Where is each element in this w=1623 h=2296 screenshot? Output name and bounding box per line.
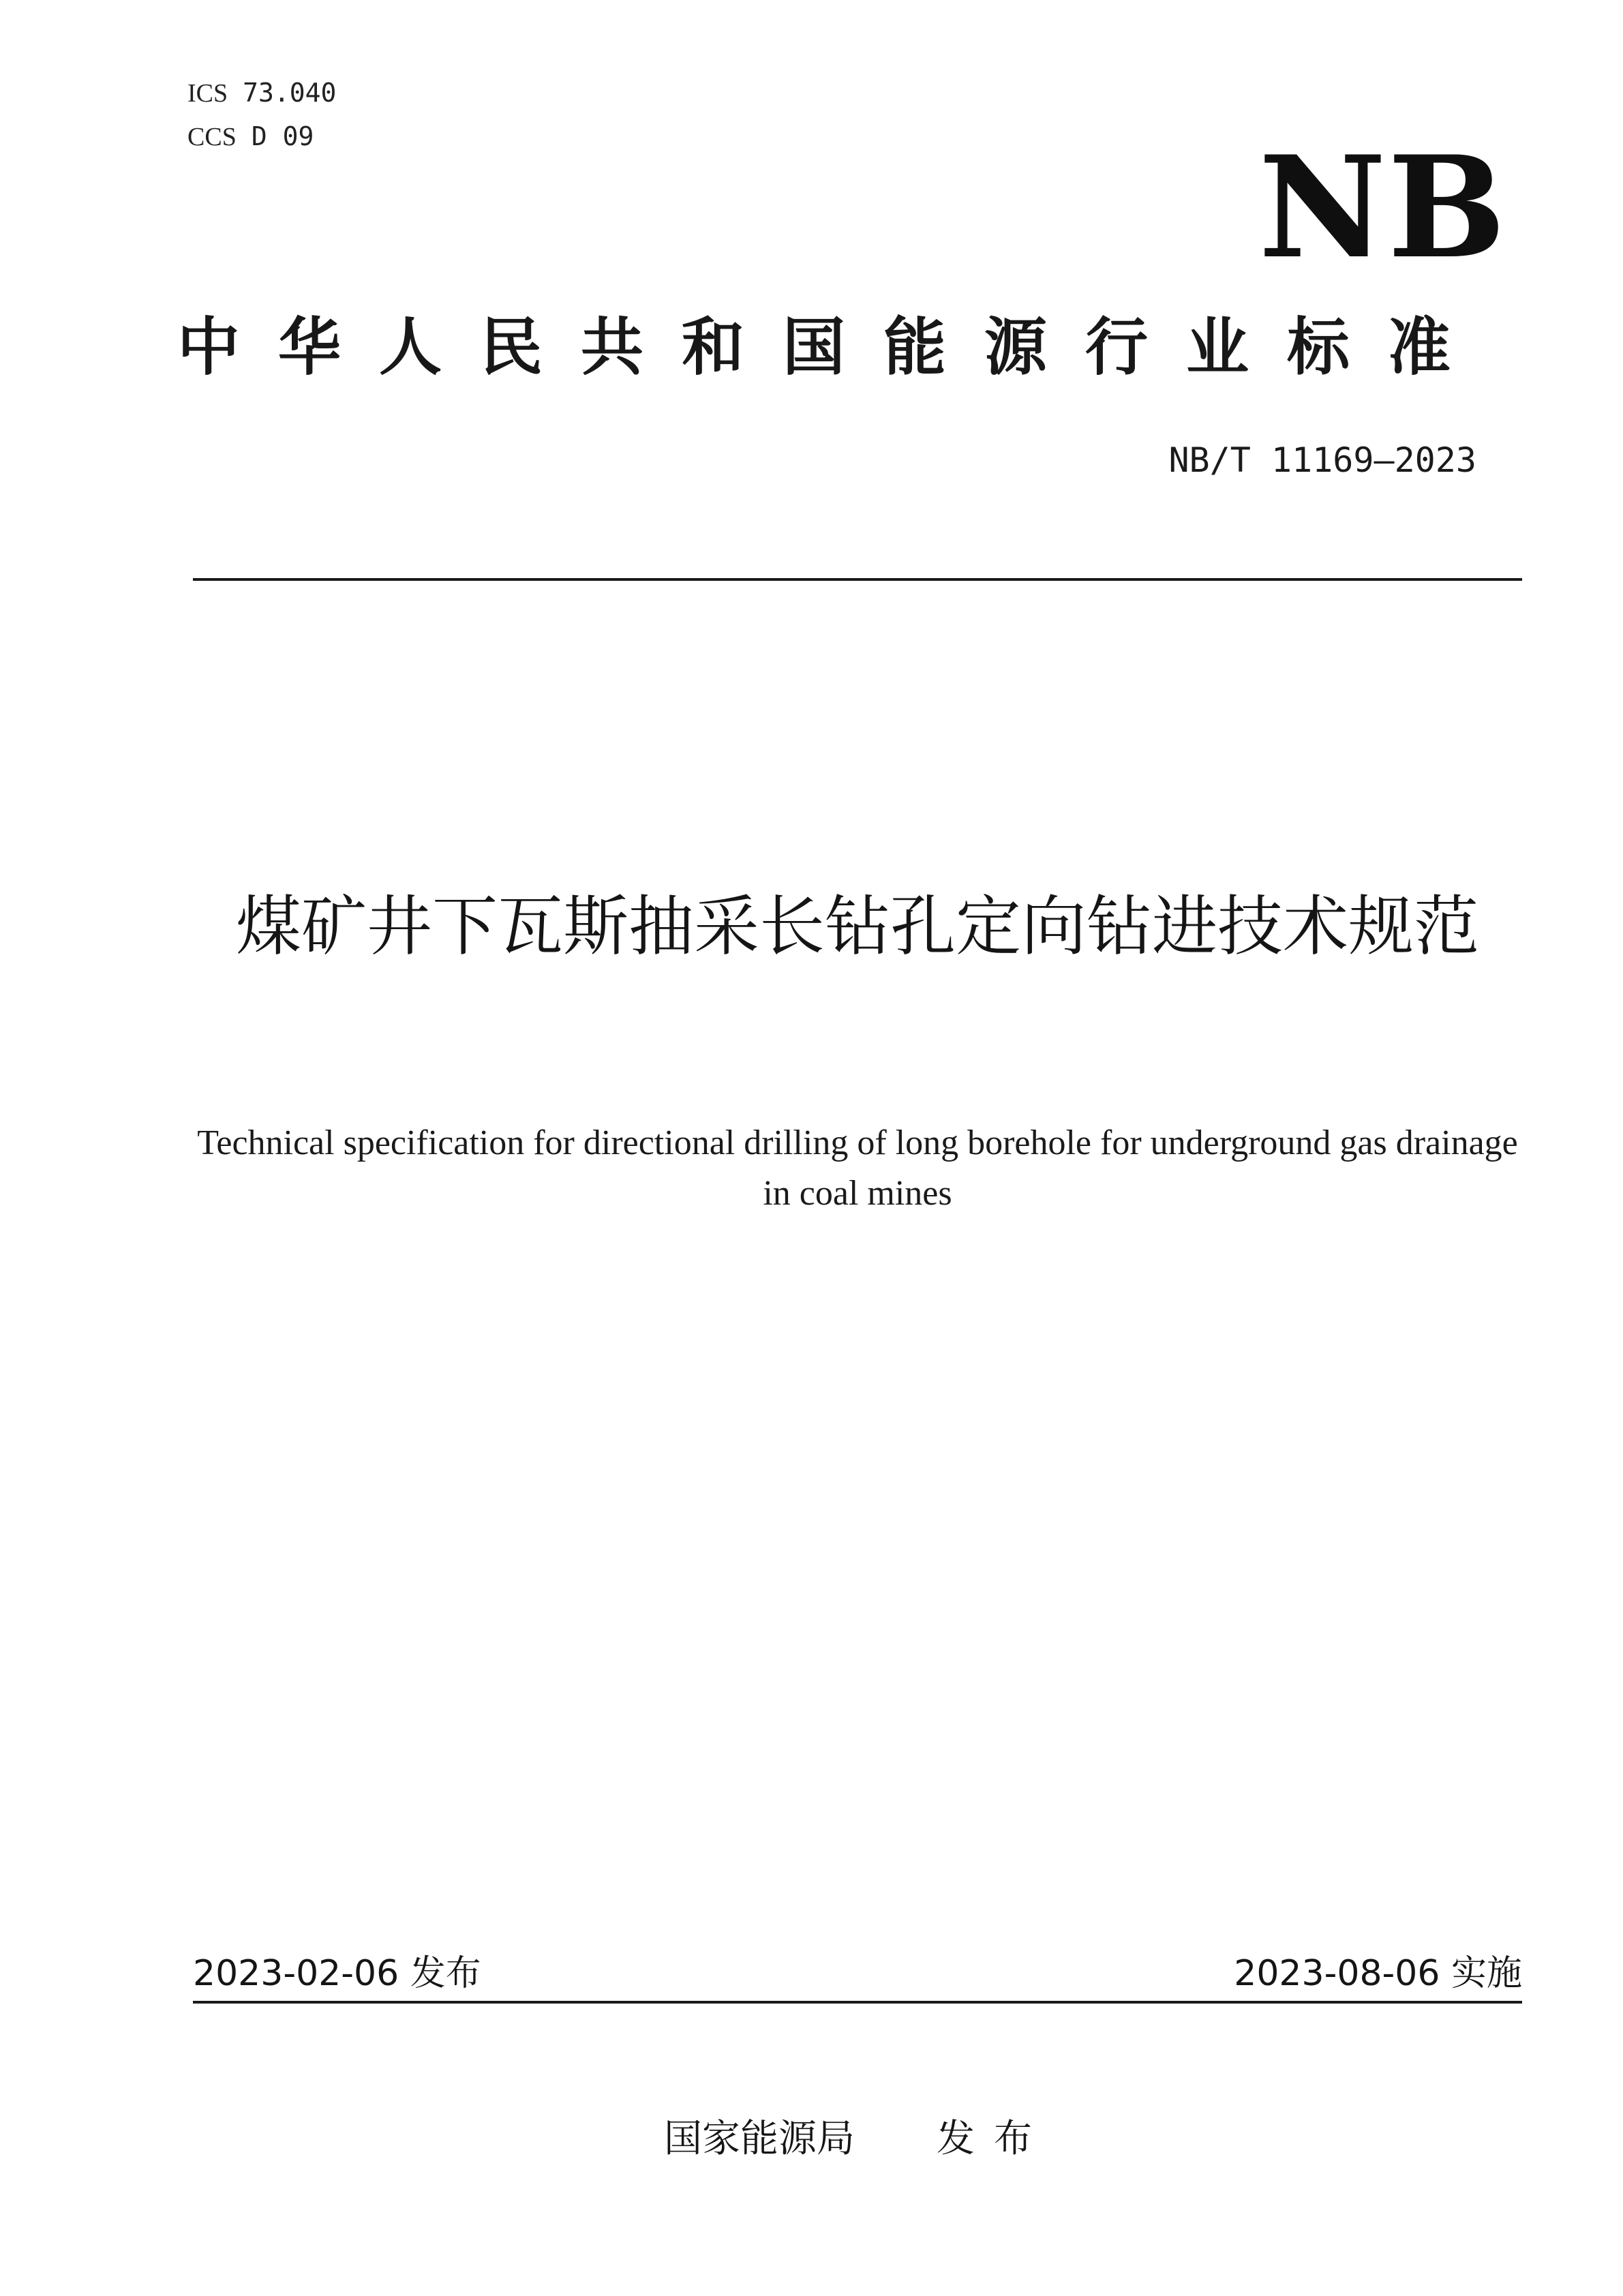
publisher-name: 国家能源局 — [664, 2117, 855, 2161]
ics-code: 73.040 — [243, 78, 337, 108]
publisher-line — [193, 2113, 1522, 2165]
nb-logo: NB — [1258, 126, 1507, 290]
ccs-line — [187, 120, 314, 153]
ccs-code: D 09 — [251, 121, 314, 151]
implementation-date: 2023-08-06 实施 — [1234, 1953, 1522, 1994]
publish-action: 发布 — [937, 2117, 1051, 2161]
standard-number: NB/T 11169—2023 — [1168, 440, 1476, 480]
footer-divider — [193, 2001, 1522, 2004]
ics-label: ICS — [187, 79, 228, 108]
standard-category-title: 中华人民共和国能源行业标准 — [177, 311, 1489, 384]
ccs-label: CCS — [187, 123, 237, 151]
issue-date: 2023-02-06 发布 — [193, 1953, 481, 1994]
header-divider — [193, 578, 1522, 581]
ics-line — [187, 76, 336, 110]
document-title-english: Technical specification for directional drilling of long borehole for underground gas drainage in coal mines — [197, 1123, 1518, 1213]
document-title-chinese: 煤矿井下瓦斯抽采长钻孔定向钻进技术规范 — [236, 888, 1479, 965]
